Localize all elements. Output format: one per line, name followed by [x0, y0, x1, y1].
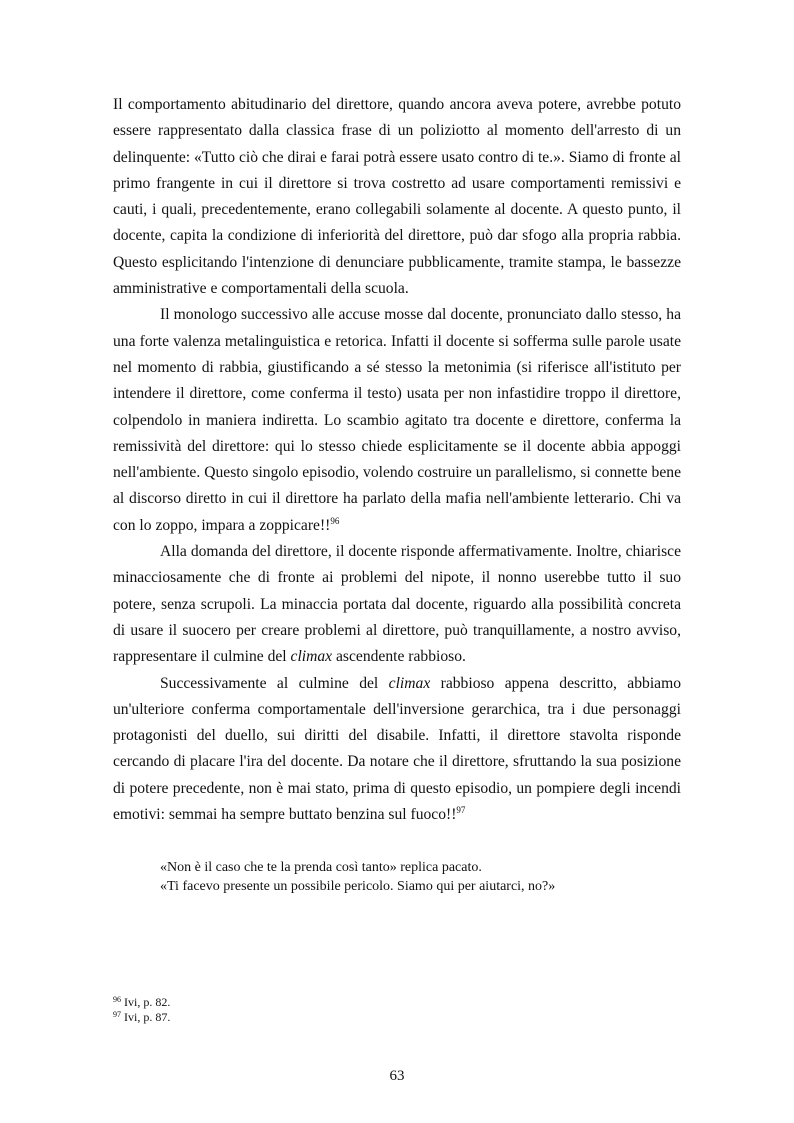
paragraph-1-text: Il comportamento abitudinario del direttore, quando ancora aveva potere, avrebbe potuto essere rappresentato dalla classica frase di un poliziotto al momento dell'arresto di un delinquente: «Tutto ciò che dirai e farai potrà essere usato contro di te.». Siamo di fronte al primo frangente in cui il direttore si trova costretto ad usare comportamenti remissivi e cauti, i quali, precedentemente, erano collegabili solamente al docente. A questo punto, il docente, capita la condizione di inferiorità del direttore, può dar sfogo alla propria rabbia. Questo esplicitando l'intenzione di denunciare pubblicamente, tramite stampa, le bassezze amministrative e comportamentali della scuola. [113, 96, 681, 298]
page-number: 63 [389, 1068, 405, 1084]
footnote-96 [113, 995, 681, 1010]
footnote-number: 96 [113, 995, 121, 1004]
paragraph-4-text-after: rabbioso appena descritto, abbiamo un'ulteriore conferma comportamentale dell'inversione gerarchica, tra i due personaggi protagonisti del duello, sui diritti del disabile. Infatti, il direttore stavolta risponde cercando di placare l'ira del docente. Da notare che il direttore, sfruttando la sua posizione di potere precedente, non è mai stato, prima di questo episodio, un pompiere degli incendi emotivi: semmai ha sempre buttato benzina sul fuoco!! [113, 674, 681, 824]
paragraph-3-text-after: ascendente rabbioso. [332, 648, 466, 666]
footnote-text: Ivi, p. 87. [124, 1010, 171, 1024]
paragraph-2-text: Il monologo successivo alle accuse mosse dal docente, pronunciato dallo stesso, ha una forte valenza metalinguistica e retorica. Infatti il docente si sofferma sulle parole usate nel momento di rabbia, giustificando a sé stesso la metonimia (si riferisce all'istituto per intendere il direttore, come conferma il testo) usata per non infastidire troppo il direttore, colpendolo in maniera indiretta. Lo scambio agitato tra docente e direttore, conferma la remissività del direttore: qui lo stesso chiede esplicitamente se il docente abbia appoggi nell'ambiente. Questo singolo episodio, volendo costruire un parallelismo, si connette bene al discorso diretto in cui il direttore ha parlato della mafia nell'ambiente letterario. Chi va con lo zoppo, impara a zoppicare!! [113, 306, 681, 534]
footnote-text: Ivi, p. 82. [124, 995, 171, 1009]
quote-line-2: «Ti facevo presente un possibile pericolo. Siamo qui per aiutarci, no?» [160, 879, 556, 895]
paragraph-3-emphasis: climax [290, 648, 333, 666]
page-body [113, 92, 681, 896]
paragraph-4-text-before: Successivamente al culmine del [160, 674, 389, 692]
footnotes [113, 995, 681, 1025]
footnote-ref-96[interactable]: 96 [330, 515, 340, 526]
paragraph-1 [113, 92, 681, 302]
paragraph-2 [113, 302, 681, 539]
block-quote [160, 858, 681, 896]
paragraph-4 [113, 671, 681, 829]
quote-line-1: «Non è il caso che te la prenda così tanto» replica pacato. [160, 860, 482, 876]
footnote-97 [113, 1010, 681, 1025]
paragraph-3-text-before: Alla domanda del direttore, il docente risponde affermativamente. Inoltre, chiarisce minacciosamente che di fronte ai problemi del nipote, il nonno userebbe tutto il suo potere, senza scrupoli. La minaccia portata dal docente, riguardo alla possibilità concreta di usare il suocero per creare problemi al direttore, può tranquillamente, a nostro avviso, rappresentare il culmine del [113, 543, 681, 666]
footnote-number: 97 [113, 1010, 121, 1019]
paragraph-3 [113, 539, 681, 670]
footnote-ref-97[interactable]: 97 [456, 805, 466, 816]
paragraph-4-emphasis: climax [388, 674, 431, 692]
